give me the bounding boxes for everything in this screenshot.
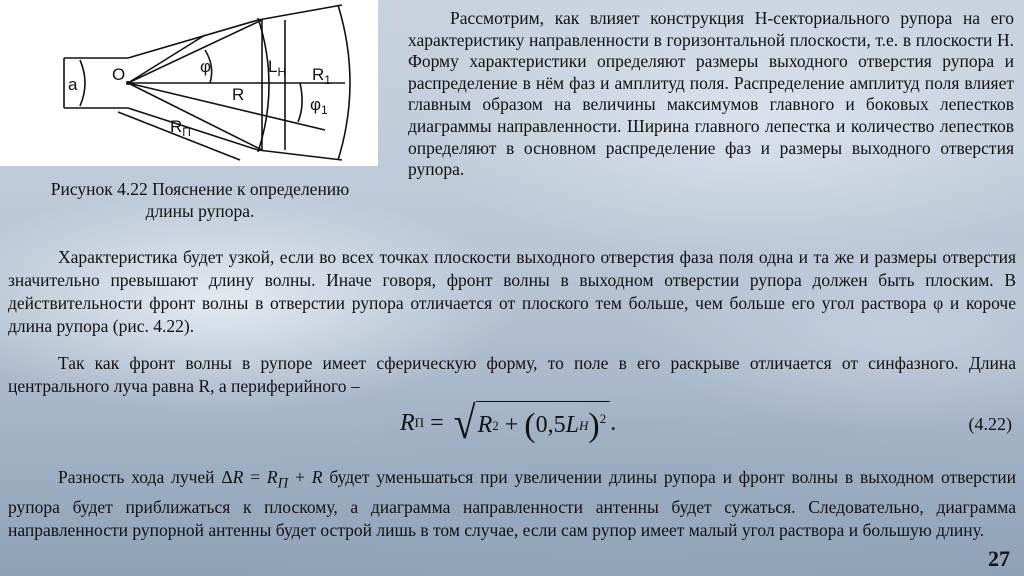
label-phi1: $\varphi_1$ (310, 95, 328, 117)
ray-phi (128, 35, 205, 83)
formula-outer-sup: 2 (599, 410, 607, 426)
horn-upper-extension (258, 5, 342, 20)
formula-dot: . (610, 409, 617, 436)
ray-phi1 (128, 83, 325, 130)
horn-diagram (0, 0, 378, 166)
formula-r-sup: 2 (492, 417, 499, 433)
formula-coef: 0,5 (535, 412, 566, 438)
label-r1: $R_1$ (312, 65, 331, 87)
horn-lower-wall (128, 108, 258, 150)
page-number: 27 (988, 546, 1010, 571)
formula-4-22 (400, 398, 616, 448)
paragraph-1: Характеристика будет узкой, если во всех точках плоскости выходного отверстия фаза поля одна и та же и размеры отверстия значительно превышают длину волны. Иначе говоря, фронт волны в выходном отверстии рупора должен быть плоским. В действительности фронт волны в отверстии рупора отличается от плоского тем больше, чем больше его угол раствора φ и короче длина рупора (рис. 4.22). (8, 247, 1016, 336)
horn-diagram-svg (0, 0, 378, 166)
paragraph-2: Так как фронт волны в рупоре имеет сферическую форму, то поле в его раскрыве отличается от синфазного. Длина центрального луча равна R, а периферийного – (8, 353, 1016, 396)
angle-phi1-arc (298, 83, 302, 122)
sqrt-sign: √ (453, 396, 476, 449)
formula-rparen: ) (588, 406, 600, 444)
label-r: R (232, 85, 245, 104)
formula-plus: + (504, 412, 519, 438)
formula-radicand (476, 401, 611, 445)
origin-point (126, 81, 130, 85)
horn-lower-extension (258, 150, 342, 160)
formula-lhs-sub: П (414, 415, 425, 430)
formula-r: R (477, 412, 493, 438)
formula-l-sub: H (578, 417, 589, 433)
formula-equals: = (430, 409, 444, 436)
formula-lhs: R (400, 409, 415, 436)
figure-caption: Рисунок 4.22 Пояснение к определению длины рупора. (50, 179, 350, 221)
label-lh: $L_H$ (268, 57, 287, 79)
label-o: O (112, 65, 126, 84)
formula-l: L (565, 412, 579, 438)
equation-number: (4.22) (968, 414, 1012, 434)
label-a: a (68, 75, 78, 94)
formula-sqrt (453, 396, 611, 449)
formula-lparen: ( (524, 406, 536, 444)
waveguide-wavefront (80, 60, 85, 106)
label-rp: $R_П$ (170, 117, 191, 139)
intro-paragraph: Рассмотрим, как влияет конструкция Н-секториального рупора на его характеристику направленности в горизонтальной плоскости, т.е. в плоскости Н. Форму характеристики определяют размеры выходного отверстия рупора и распределение в нём фаз и амплитуд поля. Распределение амплитуд поля влияет главным образом на величины максимумов главного и боковых лепестков диаграммы направленности. Ширина главного лепестка и количество лепестков определяют в основном распределение фаз и размеры выходного отверстия рупора. (408, 8, 1014, 180)
paragraph-3: Разность хода лучей $\Delta R = R_П + R$ будет уменьшаться при увеличении длины рупора и фронт волны в выходном отверстии рупора будет приближаться к плоскому, а диаграмма направленности антенны будет сужаться. Следовательно, диаграмма направленности рупорной антенны будет острой лишь в том случае, если сам рупор имеет малый угол раствора и большую длину. (8, 467, 1016, 540)
label-phi: φ (200, 57, 212, 76)
spherical-wavefront (258, 18, 269, 152)
